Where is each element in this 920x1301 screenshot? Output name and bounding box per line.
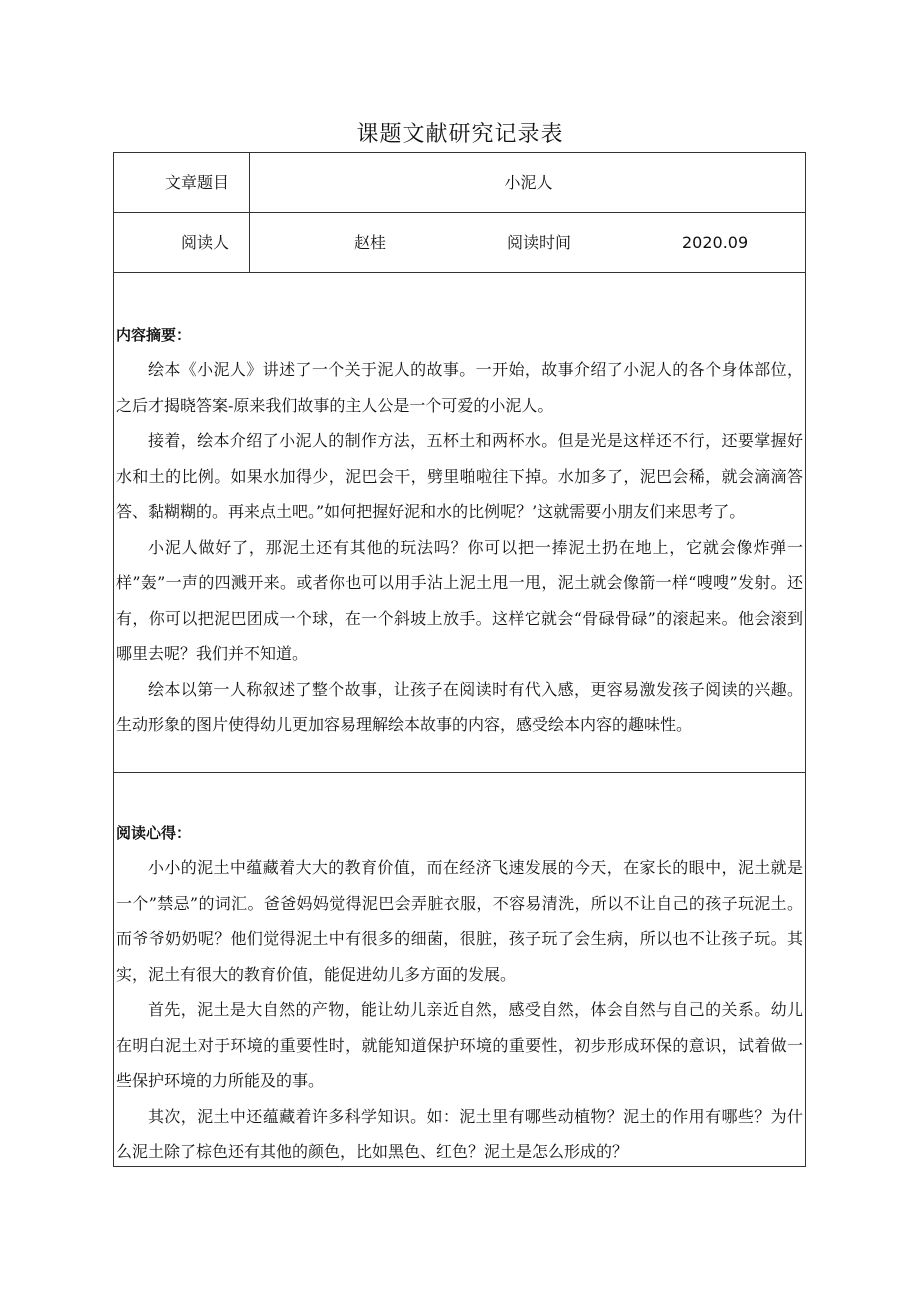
summary-section	[114, 318, 805, 743]
summary-paragraph: 绘本以第一人称叙述了整个故事，让孩子在阅读时有代入感，更容易激发孩子阅读的兴趣。生动形象的图片使得幼儿更加容易理解绘本故事的内容，感受绘本内容的趣味性。	[116, 679, 803, 734]
reflection-section	[114, 816, 805, 1170]
article-row	[114, 153, 805, 213]
reader-row	[114, 213, 805, 273]
reflection-paragraph: 其次，泥土中还蕴藏着许多科学知识。如：泥土里有哪些动植物？泥土的作用有哪些？为什么泥土除了棕色还有其他的颜色，比如黑色、红色？泥土是怎么形成的？	[116, 1106, 803, 1161]
reflection-paragraph: 首先，泥土是大自然的产物，能让幼儿亲近自然，感受自然，体会自然与自己的关系。幼儿在明白泥土对于环境的重要性时，就能知道保护环境的重要性，初步形成环保的意识，试着做一些保护环境的力所能及的事。	[116, 1000, 803, 1090]
column-divider	[249, 213, 250, 272]
reflection-heading: 阅读心得：	[116, 824, 192, 842]
page-title: 课题文献研究记录表	[356, 122, 564, 147]
summary-paragraph: 绘本《小泥人》讲述了一个关于泥人的故事。一开始，故事介绍了小泥人的各个身体部位，之后才揭晓答案-原来我们故事的主人公是一个可爱的小泥人。	[116, 360, 803, 415]
time-value: 2020.09	[682, 233, 749, 252]
article-value: 小泥人	[504, 173, 553, 192]
summary-paragraph: 小泥人做好了，那泥土还有其他的玩法吗？你可以把一捧泥土扔在地上，它就会像炸弹一样”轰”一声的四溅开来。或者你也可以用手沾上泥土甩一甩，泥土就会像箭一样“嗖嗖”发射。还有，你可以把泥巴团成一个球，在一个斜坡上放手。这样它就会“骨碌骨碌”的滚起来。他会滚到哪里去呢？我们并不知道。	[116, 537, 803, 663]
article-label: 文章题目	[164, 173, 229, 192]
reader-label: 阅读人	[180, 233, 229, 252]
summary-paragraph: 接着，绘本介绍了小泥人的制作方法，五杯土和两杯水。但是光是这样还不行，还要掌握好水和土的比例。如果水加得少，泥巴会干，劈里啪啦往下掉。水加多了，泥巴会稀，就会滴滴答答、黏糊糊的。再来点土吧。”如何把握好泥和水的比例呢？’这就需要小朋友们来思考了。	[116, 431, 803, 521]
reflection-paragraph: 小小的泥土中蕴藏着大大的教育价值，而在经济飞速发展的今天，在家长的眼中，泥土就是一个”禁忌”的词汇。爸爸妈妈觉得泥巴会弄脏衣服，不容易清洗，所以不让自己的孩子玩泥土。而爷爷奶奶呢？他们觉得泥土中有很多的细菌，很脏，孩子玩了会生病，所以也不让孩子玩。其实，泥土有很大的教育价值，能促进幼儿多方面的发展。	[116, 858, 803, 984]
time-label: 阅读时间	[507, 233, 572, 252]
reader-value: 赵桂	[354, 233, 387, 252]
summary-heading: 内容摘要：	[116, 326, 192, 344]
reflection-row	[114, 773, 805, 1168]
record-table	[113, 152, 806, 1167]
summary-row	[114, 273, 805, 773]
